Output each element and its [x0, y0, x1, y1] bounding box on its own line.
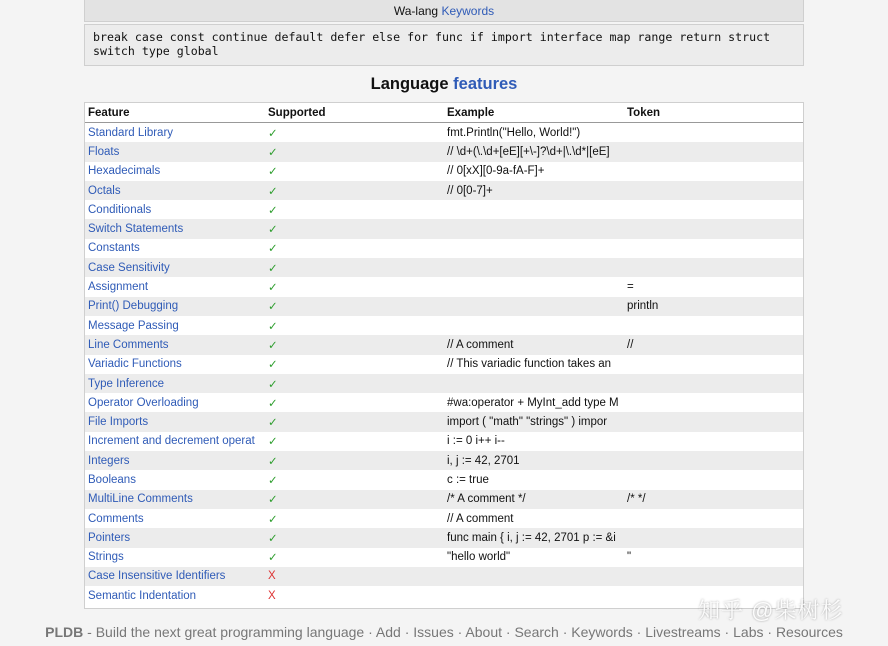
- example-cell: /* A comment */: [444, 490, 624, 509]
- example-cell: // A comment: [444, 509, 624, 528]
- supported-cell: X: [265, 586, 444, 605]
- table-row: [85, 412, 803, 431]
- feature-cell[interactable]: Strings: [85, 548, 265, 567]
- feature-cell[interactable]: Semantic Indentation: [85, 586, 265, 605]
- column-header-example[interactable]: Example: [444, 103, 624, 123]
- section-title-accent[interactable]: features: [453, 75, 518, 93]
- footer-separator: ·: [720, 624, 734, 640]
- feature-cell[interactable]: Case Insensitive Identifiers: [85, 567, 265, 586]
- supported-cell: ✓: [265, 412, 444, 431]
- supported-cell: ✓: [265, 181, 444, 200]
- footer-link-resources[interactable]: Resources: [775, 624, 843, 640]
- footer-separator: -: [87, 624, 96, 640]
- feature-cell[interactable]: Octals: [85, 181, 265, 200]
- example-cell: import ( "math" "strings" ) impor: [444, 412, 624, 431]
- table-row: [85, 162, 803, 181]
- token-cell: [624, 123, 803, 143]
- token-cell: [624, 200, 803, 219]
- footer-separator: ·: [632, 624, 646, 640]
- footer-link-issues[interactable]: Issues: [413, 624, 454, 640]
- token-cell: [624, 470, 803, 489]
- table-row: [85, 181, 803, 200]
- example-cell: // \d+(\.\d+[eE][+\-]?\d+|\.\d*|[eE]: [444, 142, 624, 161]
- feature-cell[interactable]: Line Comments: [85, 335, 265, 354]
- feature-cell[interactable]: Standard Library: [85, 123, 265, 143]
- table-row: [85, 316, 803, 335]
- column-header-token[interactable]: Token: [624, 103, 803, 123]
- footer-link-add[interactable]: Add: [375, 624, 401, 640]
- token-cell: [624, 219, 803, 238]
- table-row: [85, 567, 803, 586]
- footer-tagline[interactable]: Build the next great programming language: [95, 624, 365, 640]
- example-cell: i := 0 i++ i--: [444, 432, 624, 451]
- supported-cell: ✓: [265, 219, 444, 238]
- feature-cell[interactable]: Increment and decrement operat: [85, 432, 265, 451]
- supported-cell: ✓: [265, 451, 444, 470]
- footer-nav: [0, 624, 888, 640]
- supported-cell: ✓: [265, 142, 444, 161]
- token-cell: [624, 258, 803, 277]
- example-cell: [444, 200, 624, 219]
- example-cell: [444, 586, 624, 605]
- example-cell: // This variadic function takes an: [444, 355, 624, 374]
- supported-cell: X: [265, 567, 444, 586]
- footer-separator: ·: [400, 624, 414, 640]
- example-cell: [444, 258, 624, 277]
- table-row: [85, 586, 803, 605]
- supported-cell: ✓: [265, 548, 444, 567]
- supported-cell: ✓: [265, 258, 444, 277]
- supported-cell: ✓: [265, 528, 444, 547]
- feature-cell[interactable]: Conditionals: [85, 200, 265, 219]
- token-cell: [624, 181, 803, 200]
- token-cell: [624, 509, 803, 528]
- column-header-feature[interactable]: Feature: [85, 103, 265, 123]
- table-row: [85, 528, 803, 547]
- watermark: 知乎 @柴树杉: [698, 598, 844, 623]
- feature-cell[interactable]: Comments: [85, 509, 265, 528]
- feature-cell[interactable]: Type Inference: [85, 374, 265, 393]
- footer-separator: ·: [453, 624, 466, 640]
- section-title-prefix: Language: [370, 75, 449, 93]
- footer-separator: ·: [763, 624, 776, 640]
- token-cell: //: [624, 335, 803, 354]
- example-cell: // A comment: [444, 335, 624, 354]
- example-cell: [444, 316, 624, 335]
- supported-cell: ✓: [265, 297, 444, 316]
- supported-cell: ✓: [265, 393, 444, 412]
- feature-cell[interactable]: Case Sensitivity: [85, 258, 265, 277]
- supported-cell: ✓: [265, 123, 444, 143]
- token-cell: [624, 393, 803, 412]
- feature-cell[interactable]: Integers: [85, 451, 265, 470]
- footer-separator: ·: [558, 624, 572, 640]
- table-row: [85, 219, 803, 238]
- table-row: [85, 432, 803, 451]
- feature-cell[interactable]: File Imports: [85, 412, 265, 431]
- feature-cell[interactable]: Hexadecimals: [85, 162, 265, 181]
- keywords-list: break case const continue default defer else for func if import interface map range return struct switch type global: [84, 24, 804, 66]
- table-row: [85, 490, 803, 509]
- feature-cell[interactable]: Pointers: [85, 528, 265, 547]
- table-row: [85, 277, 803, 296]
- example-cell: [444, 219, 624, 238]
- table-row: [85, 239, 803, 258]
- feature-cell[interactable]: Constants: [85, 239, 265, 258]
- supported-cell: ✓: [265, 239, 444, 258]
- feature-cell[interactable]: Booleans: [85, 470, 265, 489]
- footer-link-keywords[interactable]: Keywords: [571, 624, 633, 640]
- supported-cell: ✓: [265, 200, 444, 219]
- features-table: [85, 103, 803, 605]
- example-cell: #wa:operator + MyInt_add type M: [444, 393, 624, 412]
- table-row: [85, 355, 803, 374]
- supported-cell: ✓: [265, 355, 444, 374]
- token-cell: ": [624, 548, 803, 567]
- table-row: [85, 142, 803, 161]
- feature-cell[interactable]: Assignment: [85, 277, 265, 296]
- supported-cell: ✓: [265, 335, 444, 354]
- example-cell: c := true: [444, 470, 624, 489]
- footer-link-labs[interactable]: Labs: [733, 624, 764, 640]
- token-cell: =: [624, 277, 803, 296]
- example-cell: [444, 239, 624, 258]
- table-row: [85, 393, 803, 412]
- example-cell: // 0[0-7]+: [444, 181, 624, 200]
- token-cell: [624, 316, 803, 335]
- example-cell: [444, 297, 624, 316]
- section-title: [84, 73, 804, 95]
- column-header-supported[interactable]: Supported: [265, 103, 444, 123]
- feature-cell[interactable]: Variadic Functions: [85, 355, 265, 374]
- example-cell: [444, 374, 624, 393]
- table-row: [85, 374, 803, 393]
- table-row: [85, 297, 803, 316]
- feature-cell[interactable]: Switch Statements: [85, 219, 265, 238]
- table-row: [85, 548, 803, 567]
- token-cell: [624, 528, 803, 547]
- table-row: [85, 470, 803, 489]
- table-row: [85, 451, 803, 470]
- footer-link-about[interactable]: About: [465, 624, 503, 640]
- table-row: [85, 200, 803, 219]
- language-name: Wa-lang: [393, 4, 439, 18]
- token-cell: [624, 451, 803, 470]
- keywords-link[interactable]: Keywords: [441, 4, 495, 18]
- token-cell: println: [624, 297, 803, 316]
- supported-cell: ✓: [265, 277, 444, 296]
- supported-cell: ✓: [265, 162, 444, 181]
- supported-cell: ✓: [265, 316, 444, 335]
- feature-cell[interactable]: Operator Overloading: [85, 393, 265, 412]
- footer-separator: ·: [502, 624, 515, 640]
- supported-cell: ✓: [265, 432, 444, 451]
- example-cell: func main { i, j := 42, 2701 p := &i: [444, 528, 624, 547]
- example-cell: fmt.Println("Hello, World!"): [444, 123, 624, 143]
- features-table-container: [84, 102, 804, 609]
- token-cell: [624, 162, 803, 181]
- feature-cell[interactable]: MultiLine Comments: [85, 490, 265, 509]
- token-cell: [624, 355, 803, 374]
- footer-link-search[interactable]: Search: [514, 624, 559, 640]
- token-cell: [624, 432, 803, 451]
- example-cell: [444, 567, 624, 586]
- supported-cell: ✓: [265, 490, 444, 509]
- token-cell: [624, 142, 803, 161]
- feature-cell[interactable]: Message Passing: [85, 316, 265, 335]
- token-cell: [624, 239, 803, 258]
- table-row: [85, 335, 803, 354]
- feature-cell[interactable]: Print() Debugging: [85, 297, 265, 316]
- example-cell: "hello world": [444, 548, 624, 567]
- token-cell: /* */: [624, 490, 803, 509]
- example-cell: [444, 277, 624, 296]
- table-row: [85, 509, 803, 528]
- footer-link-livestreams[interactable]: Livestreams: [645, 624, 721, 640]
- supported-cell: ✓: [265, 374, 444, 393]
- footer-separator: ·: [368, 624, 376, 640]
- supported-cell: ✓: [265, 470, 444, 489]
- example-cell: i, j := 42, 2701: [444, 451, 624, 470]
- table-row: [85, 258, 803, 277]
- table-header-row: [85, 103, 803, 123]
- keywords-header: [84, 0, 804, 22]
- feature-cell[interactable]: Floats: [85, 142, 265, 161]
- footer-brand-link[interactable]: PLDB: [45, 624, 84, 640]
- token-cell: [624, 412, 803, 431]
- supported-cell: ✓: [265, 509, 444, 528]
- token-cell: [624, 567, 803, 586]
- table-row: [85, 123, 803, 143]
- example-cell: // 0[xX][0-9a-fA-F]+: [444, 162, 624, 181]
- token-cell: [624, 374, 803, 393]
